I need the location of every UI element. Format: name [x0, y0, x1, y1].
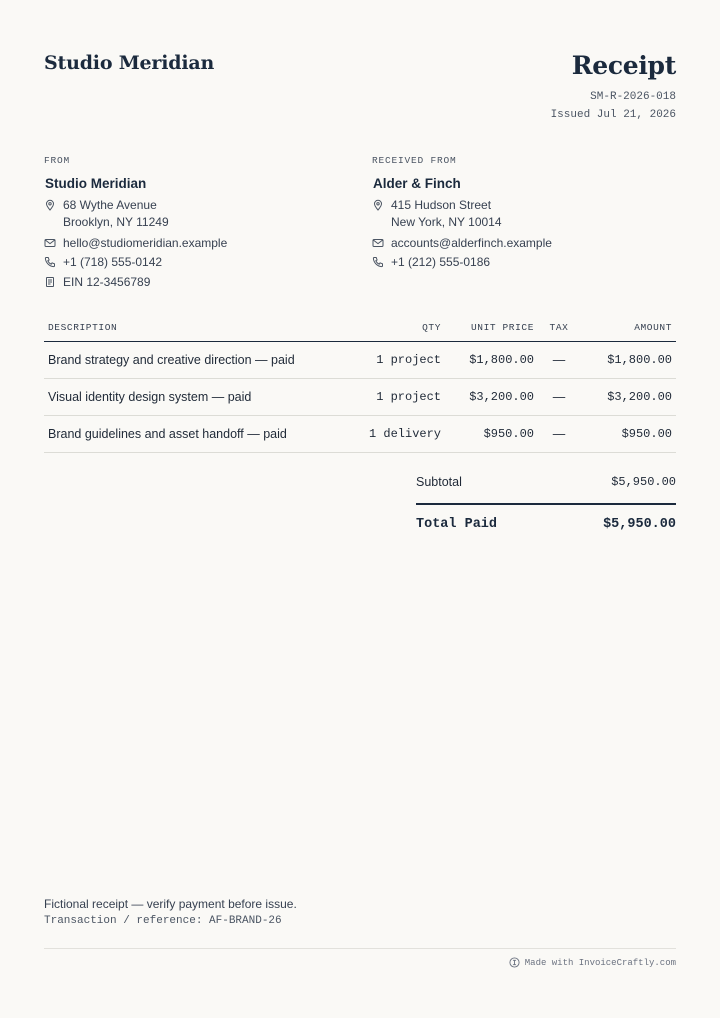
from-tax-id: EIN 12-3456789 [63, 275, 151, 289]
from-address [44, 197, 344, 231]
received-from-heading: RECEIVED FROM [372, 155, 457, 166]
receipt-number: SM-R-2026-018 [590, 91, 676, 103]
map-pin-icon [44, 199, 56, 211]
client-phone[interactable]: +1 (212) 555-0186 [391, 255, 491, 269]
total-paid-row [416, 517, 676, 532]
phone-icon [372, 256, 384, 268]
table-row [44, 415, 676, 452]
item-description: Visual identity design system — paid [44, 378, 349, 415]
item-qty: 1 project [349, 378, 445, 415]
issue-date: Issued Jul 21, 2026 [550, 109, 676, 121]
column-unit-price: UNIT PRICE [445, 314, 538, 341]
total-divider [416, 503, 676, 505]
from-phone-row [44, 254, 344, 271]
invoicecraftly-logo-icon [509, 957, 520, 968]
column-description: DESCRIPTION [44, 314, 349, 341]
footer-note: Fictional receipt — verify payment before issue. [44, 897, 297, 911]
totals-section [416, 470, 676, 532]
column-qty: QTY [349, 314, 445, 341]
made-with-text: Made with InvoiceCraftly.com [524, 957, 676, 968]
transaction-reference: Transaction / reference: AF-BRAND-26 [44, 915, 282, 927]
client-phone-row [372, 254, 672, 271]
table-row [44, 341, 676, 378]
made-with-link[interactable] [509, 957, 676, 968]
item-amount: $1,800.00 [580, 341, 676, 378]
from-name: Studio Meridian [45, 176, 147, 191]
item-unit-price: $3,200.00 [445, 378, 538, 415]
client-email[interactable]: accounts@alderfinch.example [391, 236, 552, 250]
footer-divider [44, 948, 676, 949]
document-title: Receipt [571, 51, 676, 80]
item-amount: $3,200.00 [580, 378, 676, 415]
item-qty: 1 delivery [349, 415, 445, 452]
phone-icon [44, 256, 56, 268]
item-unit-price: $950.00 [445, 415, 538, 452]
from-address-line1: 68 Wythe Avenue [63, 198, 157, 212]
table-header-row [44, 314, 676, 341]
from-email-row [44, 235, 344, 252]
table-row [44, 378, 676, 415]
client-address-line1: 415 Hudson Street [391, 198, 492, 212]
receipt-page [44, 0, 676, 1018]
item-tax: — [538, 415, 580, 452]
from-tax-row [44, 274, 344, 291]
item-qty: 1 project [349, 341, 445, 378]
received-from-section [372, 155, 672, 271]
client-address [372, 197, 672, 231]
item-description: Brand guidelines and asset handoff — paid [44, 415, 349, 452]
item-unit-price: $1,800.00 [445, 341, 538, 378]
map-pin-icon [372, 199, 384, 211]
subtotal-row [416, 470, 676, 494]
subtotal-value: $5,950.00 [611, 475, 676, 489]
item-tax: — [538, 341, 580, 378]
from-email[interactable]: hello@studiomeridian.example [63, 236, 228, 250]
line-items-table [44, 314, 676, 453]
total-paid-label: Total Paid [416, 517, 498, 532]
from-phone[interactable]: +1 (718) 555-0142 [63, 255, 163, 269]
client-email-row [372, 235, 672, 252]
from-heading: FROM [44, 155, 71, 166]
total-paid-value: $5,950.00 [603, 517, 676, 532]
client-address-line2: New York, NY 10014 [391, 215, 502, 229]
mail-icon [44, 237, 56, 249]
from-section [44, 155, 344, 291]
from-address-line2: Brooklyn, NY 11249 [63, 215, 169, 229]
item-tax: — [538, 378, 580, 415]
column-tax: TAX [538, 314, 580, 341]
brand-name: Studio Meridian [44, 52, 215, 74]
item-amount: $950.00 [580, 415, 676, 452]
item-description: Brand strategy and creative direction — paid [44, 341, 349, 378]
column-amount: AMOUNT [580, 314, 676, 341]
client-name: Alder & Finch [373, 176, 461, 191]
subtotal-label: Subtotal [416, 475, 462, 489]
mail-icon [372, 237, 384, 249]
document-icon [44, 276, 56, 288]
